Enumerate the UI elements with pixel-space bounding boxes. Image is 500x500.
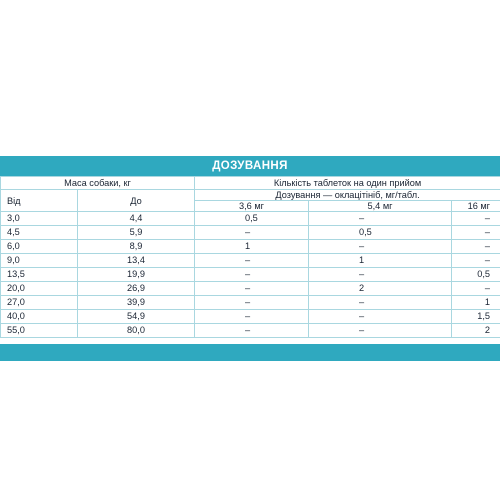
mass-from-cell: 4,5 [1, 226, 78, 240]
table-row [1, 268, 500, 282]
dose-3-6-cell: 1 [195, 240, 309, 254]
dose-16-cell: 1 [452, 296, 500, 310]
dose-3-6-cell: – [195, 268, 309, 282]
dose-16-cell: – [452, 282, 500, 296]
mass-to-cell: 80,0 [78, 324, 195, 338]
mass-from-cell: 3,0 [1, 212, 78, 226]
dosage-sheet [0, 176, 500, 344]
dose-5-4-cell: – [309, 310, 452, 324]
table-row [1, 226, 500, 240]
dose-header-3-6: 3,6 мг [195, 201, 309, 212]
mass-from-cell: 55,0 [1, 324, 78, 338]
table-row [1, 310, 500, 324]
dose-5-4-cell: 1 [309, 254, 452, 268]
mass-from-cell: 13,5 [1, 268, 78, 282]
dose-3-6-cell: – [195, 282, 309, 296]
mass-from-cell: 20,0 [1, 282, 78, 296]
header-row-sub [1, 190, 500, 201]
to-header: До [78, 190, 195, 212]
mass-header: Маса собаки, кг [1, 177, 195, 190]
header-row-main [1, 177, 500, 190]
dose-header-5-4: 5,4 мг [309, 201, 452, 212]
dose-5-4-cell: – [309, 240, 452, 254]
table-row [1, 324, 500, 338]
dose-16-cell: – [452, 254, 500, 268]
tablets-header: Кількість таблеток на один прийом [195, 177, 500, 190]
dose-16-cell: – [452, 226, 500, 240]
dose-3-6-cell: – [195, 310, 309, 324]
table-row [1, 212, 500, 226]
mass-to-cell: 39,9 [78, 296, 195, 310]
mass-to-cell: 26,9 [78, 282, 195, 296]
table-row [1, 296, 500, 310]
dose-5-4-cell: 0,5 [309, 226, 452, 240]
table-title: ДОЗУВАННЯ [212, 160, 288, 172]
mass-to-cell: 5,9 [78, 226, 195, 240]
mass-from-cell: 27,0 [1, 296, 78, 310]
dose-3-6-cell: – [195, 324, 309, 338]
dose-3-6-cell: 0,5 [195, 212, 309, 226]
dose-5-4-cell: 2 [309, 282, 452, 296]
dose-3-6-cell: – [195, 226, 309, 240]
dose-5-4-cell: – [309, 212, 452, 226]
dosage-header: Дозування — оклацітініб, мг/табл. [195, 190, 500, 201]
from-header: Від [1, 190, 78, 212]
mass-from-cell: 40,0 [1, 310, 78, 324]
dose-5-4-cell: – [309, 296, 452, 310]
dose-16-cell: 2 [452, 324, 500, 338]
mass-to-cell: 8,9 [78, 240, 195, 254]
mass-to-cell: 13,4 [78, 254, 195, 268]
mass-to-cell: 4,4 [78, 212, 195, 226]
mass-to-cell: 54,9 [78, 310, 195, 324]
dose-3-6-cell: – [195, 296, 309, 310]
table-row [1, 282, 500, 296]
mass-from-cell: 9,0 [1, 254, 78, 268]
table-row [1, 254, 500, 268]
dose-header-16: 16 мг [452, 201, 500, 212]
dose-16-cell: 1,5 [452, 310, 500, 324]
table-row [1, 240, 500, 254]
dosage-table [0, 176, 500, 338]
dose-16-cell: 0,5 [452, 268, 500, 282]
dose-16-cell: – [452, 212, 500, 226]
dose-5-4-cell: – [309, 268, 452, 282]
mass-to-cell: 19,9 [78, 268, 195, 282]
dose-5-4-cell: – [309, 324, 452, 338]
bottom-band [0, 344, 500, 361]
dose-3-6-cell: – [195, 254, 309, 268]
mass-from-cell: 6,0 [1, 240, 78, 254]
dose-16-cell: – [452, 240, 500, 254]
